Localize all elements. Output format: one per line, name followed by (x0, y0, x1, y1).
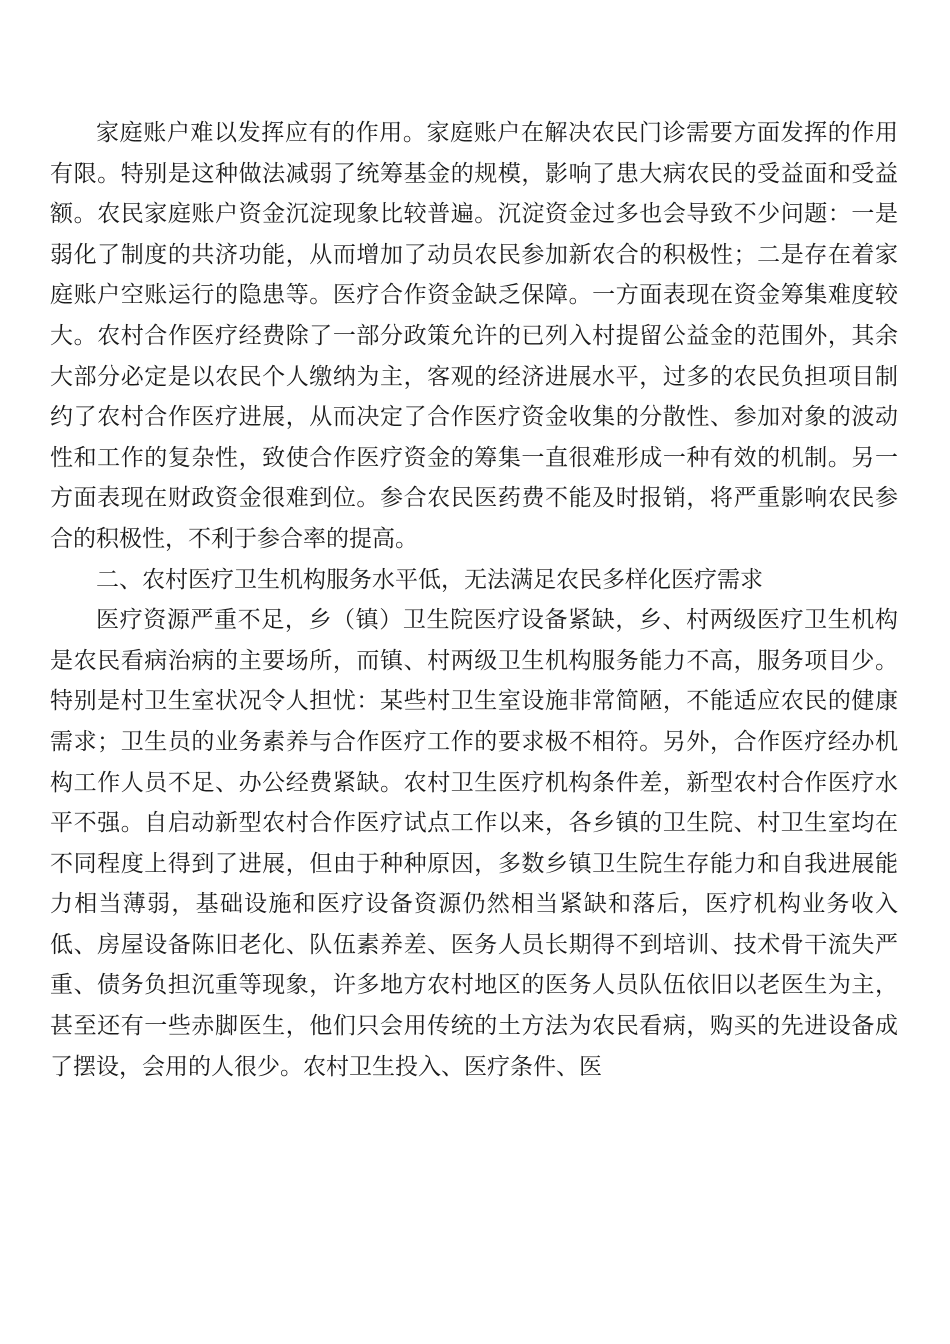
paragraph-family-account: 家庭账户难以发挥应有的作用。家庭账户在解决农民门诊需要方面发挥的作用有限。特别是这种做法减弱了统筹基金的规模，影响了患大病农民的受益面和受益额。农民家庭账户资金沉淀现象比较普遍。沉淀资金过多也会导致不少问题：一是弱化了制度的共济功能，从而增加了动员农民参加新农合的积极性；二是存在着家庭账户空账运行的隐患等。医疗合作资金缺乏保障。一方面表现在资金筹集难度较大。农村合作医疗经费除了一部分政策允许的已列入村提留公益金的范围外，其余大部分必定是以农民个人缴纳为主，客观的经济进展水平，过多的农民负担项目制约了农村合作医疗进展，从而决定了合作医疗资金收集的分散性、参加对象的波动性和工作的复杂性，致使合作医疗资金的筹集一直很难形成一种有效的机制。另一方面表现在财政资金很难到位。参合农民医药费不能及时报销，将严重影响农民参合的积极性，不利于参合率的提高。 (50, 120, 898, 552)
document-body (50, 113, 898, 1087)
section-heading-2: 二、农村医疗卫生机构服务水平低，无法满足农民多样化医疗需求 (96, 566, 763, 593)
paragraph-medical-resources: 医疗资源严重不足，乡（镇）卫生院医疗设备紧缺，乡、村两级医疗卫生机构是农民看病治病的主要场所，而镇、村两级卫生机构服务能力不高，服务项目少。特别是村卫生室状况令人担忧：某些村卫生室设施非常简陋，不能适应农民的健康需求；卫生员的业务素养与合作医疗工作的要求极不相符。另外，合作医疗经办机构工作人员不足、办公经费紧缺。农村卫生医疗机构条件差，新型农村合作医疗水平不强。自启动新型农村合作医疗试点工作以来，各乡镇的卫生院、村卫生室均在不同程度上得到了进展，但由于种种原因，多数乡镇卫生院生存能力和自我进展能力相当薄弱，基础设施和医疗设备资源仍然相当紧缺和落后，医疗机构业务收入低、房屋设备陈旧老化、队伍素养差、医务人员长期得不到培训、技术骨干流失严重、债务负担沉重等现象，许多地方农村地区的医务人员队伍依旧以老医生为主，甚至还有一些赤脚医生，他们只会用传统的土方法为农民看病，购买的先进设备成了摆设，会用的人很少。农村卫生投入、医疗条件、医 (50, 607, 898, 1080)
